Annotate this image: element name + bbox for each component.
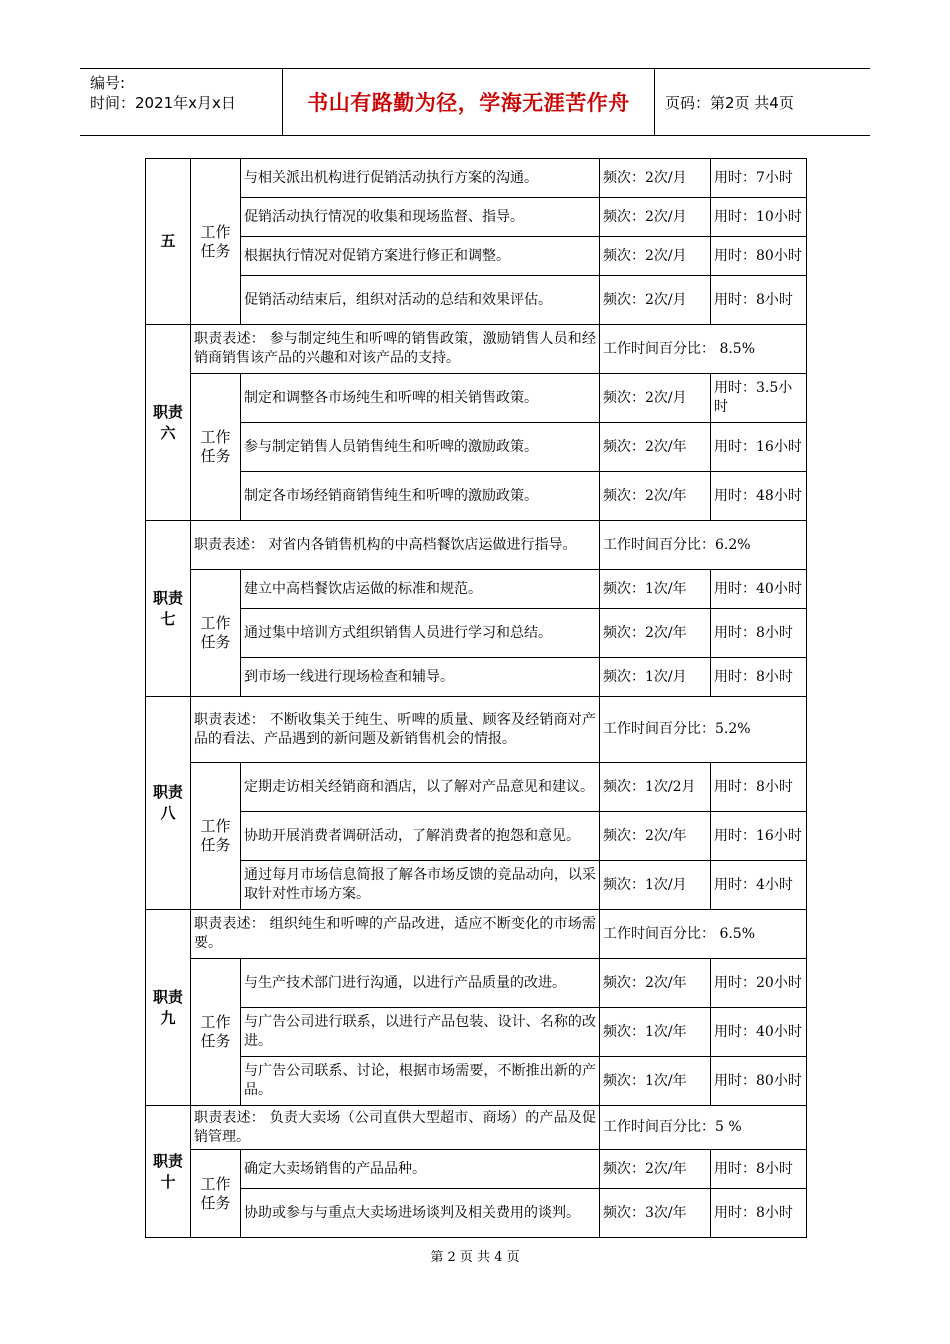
task-time: 用时：8小时 <box>711 609 807 658</box>
task-time: 用时：4小时 <box>711 861 807 910</box>
task-text: 建立中高档餐饮店运做的标准和规范。 <box>241 570 600 609</box>
task-frequency: 频次：3次/年 <box>600 1189 711 1238</box>
task-frequency: 频次：2次/月 <box>600 198 711 237</box>
task-text: 制定和调整各市场纯生和听啤的相关销售政策。 <box>241 374 600 423</box>
task-row <box>146 374 807 423</box>
task-row <box>146 1150 807 1189</box>
task-label: 工作任务 <box>191 159 241 325</box>
task-text: 与广告公司进行联系，以进行产品包装、设计、名称的改进。 <box>241 1008 600 1057</box>
work-time-percentage: 工作时间百分比：5 % <box>600 1106 807 1150</box>
description-row <box>146 697 807 763</box>
work-time-percentage: 工作时间百分比： 6.5% <box>600 910 807 959</box>
work-time-percentage: 工作时间百分比： 8.5% <box>600 325 807 374</box>
description-row <box>146 1106 807 1150</box>
task-text: 参与制定销售人员销售纯生和听啤的激励政策。 <box>241 423 600 472</box>
task-frequency: 频次：2次/年 <box>600 959 711 1008</box>
responsibility-table <box>145 158 807 1238</box>
task-label: 工作任务 <box>191 763 241 910</box>
task-row <box>146 812 807 861</box>
task-text: 确定大卖场销售的产品品种。 <box>241 1150 600 1189</box>
task-text: 通过每月市场信息简报了解各市场反馈的竞品动向，以采取针对性市场方案。 <box>241 861 600 910</box>
task-text: 制定各市场经销商销售纯生和听啤的激励政策。 <box>241 472 600 521</box>
task-time: 用时：10小时 <box>711 198 807 237</box>
task-time: 用时：20小时 <box>711 959 807 1008</box>
task-row <box>146 237 807 276</box>
task-frequency: 频次：1次/2月 <box>600 763 711 812</box>
task-time: 用时：80小时 <box>711 237 807 276</box>
task-time: 用时：16小时 <box>711 423 807 472</box>
task-label: 工作任务 <box>191 959 241 1106</box>
header-page-label: 页码：第2页 共4页 <box>665 93 794 112</box>
description-row <box>146 521 807 570</box>
section-number: 职责八 <box>146 697 191 910</box>
document-date-label: 时间：2021年x月x日 <box>90 94 236 112</box>
task-text: 协助开展消费者调研活动，了解消费者的抱怨和意见。 <box>241 812 600 861</box>
header-info-cell <box>80 69 283 135</box>
task-row <box>146 1057 807 1106</box>
task-time: 用时：8小时 <box>711 1150 807 1189</box>
task-text: 协助或参与与重点大卖场进场谈判及相关费用的谈判。 <box>241 1189 600 1238</box>
task-text: 与相关派出机构进行促销活动执行方案的沟通。 <box>241 159 600 198</box>
task-label: 工作任务 <box>191 570 241 697</box>
task-frequency: 频次：2次/月 <box>600 159 711 198</box>
task-row <box>146 959 807 1008</box>
page-header <box>80 68 870 136</box>
section-number: 职责十 <box>146 1106 191 1238</box>
task-frequency: 频次：2次/月 <box>600 276 711 325</box>
task-frequency: 频次：2次/年 <box>600 812 711 861</box>
task-text: 到市场一线进行现场检查和辅导。 <box>241 658 600 697</box>
task-time: 用时：8小时 <box>711 276 807 325</box>
task-time: 用时：16小时 <box>711 812 807 861</box>
section-number: 职责六 <box>146 325 191 521</box>
task-row <box>146 1008 807 1057</box>
task-text: 定期走访相关经销商和酒店，以了解对产品意见和建议。 <box>241 763 600 812</box>
task-row <box>146 159 807 198</box>
task-row <box>146 472 807 521</box>
task-text: 与广告公司联系、讨论，根据市场需要，不断推出新的产品。 <box>241 1057 600 1106</box>
responsibility-description: 职责表述： 对省内各销售机构的中高档餐饮店运做进行指导。 <box>191 521 600 570</box>
section-number: 五 <box>146 159 191 325</box>
task-time: 用时：80小时 <box>711 1057 807 1106</box>
responsibility-description: 职责表述： 负责大卖场（公司直供大型超市、商场）的产品及促销管理。 <box>191 1106 600 1150</box>
task-label: 工作任务 <box>191 374 241 521</box>
task-text: 促销活动执行情况的收集和现场监督、指导。 <box>241 198 600 237</box>
task-row <box>146 423 807 472</box>
task-text: 促销活动结束后，组织对活动的总结和效果评估。 <box>241 276 600 325</box>
work-time-percentage: 工作时间百分比：5.2% <box>600 697 807 763</box>
page-footer: 第 2 页 共 4 页 <box>430 1250 520 1265</box>
task-time: 用时：8小时 <box>711 1189 807 1238</box>
header-motto: 书山有路勤为径，学海无涯苦作舟 <box>283 69 655 135</box>
task-frequency: 频次：1次/年 <box>600 1057 711 1106</box>
responsibility-description: 职责表述： 组织纯生和听啤的产品改进，适应不断变化的市场需要。 <box>191 910 600 959</box>
task-label: 工作任务 <box>191 1150 241 1238</box>
task-text: 与生产技术部门进行沟通，以进行产品质量的改进。 <box>241 959 600 1008</box>
task-row <box>146 1189 807 1238</box>
task-time: 用时：7小时 <box>711 159 807 198</box>
description-row <box>146 325 807 374</box>
section-number: 职责七 <box>146 521 191 697</box>
task-row <box>146 861 807 910</box>
task-text: 通过集中培训方式组织销售人员进行学习和总结。 <box>241 609 600 658</box>
task-frequency: 频次：2次/年 <box>600 423 711 472</box>
task-text: 根据执行情况对促销方案进行修正和调整。 <box>241 237 600 276</box>
task-row <box>146 198 807 237</box>
responsibility-description: 职责表述： 不断收集关于纯生、听啤的质量、顾客及经销商对产品的看法、产品遇到的新问题及新销售机会的情报。 <box>191 697 600 763</box>
task-time: 用时：3.5小时 <box>711 374 807 423</box>
task-time: 用时：8小时 <box>711 763 807 812</box>
task-time: 用时：8小时 <box>711 658 807 697</box>
task-row <box>146 570 807 609</box>
task-frequency: 频次：2次/年 <box>600 472 711 521</box>
description-row <box>146 910 807 959</box>
task-frequency: 频次：1次/月 <box>600 658 711 697</box>
task-frequency: 频次：1次/年 <box>600 570 711 609</box>
task-frequency: 频次：2次/月 <box>600 374 711 423</box>
task-frequency: 频次：2次/月 <box>600 237 711 276</box>
task-frequency: 频次：2次/年 <box>600 1150 711 1189</box>
task-frequency: 频次：1次/年 <box>600 1008 711 1057</box>
task-row <box>146 276 807 325</box>
task-time: 用时：40小时 <box>711 570 807 609</box>
task-time: 用时：40小时 <box>711 1008 807 1057</box>
task-frequency: 频次：1次/月 <box>600 861 711 910</box>
task-frequency: 频次：2次/年 <box>600 609 711 658</box>
work-time-percentage: 工作时间百分比：6.2% <box>600 521 807 570</box>
task-row <box>146 658 807 697</box>
task-row <box>146 609 807 658</box>
task-row <box>146 763 807 812</box>
document-number-label: 编号: <box>90 74 126 92</box>
responsibility-description: 职责表述： 参与制定纯生和听啤的销售政策，激励销售人员和经销商销售该产品的兴趣和对该产品的支持。 <box>191 325 600 374</box>
section-number: 职责九 <box>146 910 191 1106</box>
task-time: 用时：48小时 <box>711 472 807 521</box>
